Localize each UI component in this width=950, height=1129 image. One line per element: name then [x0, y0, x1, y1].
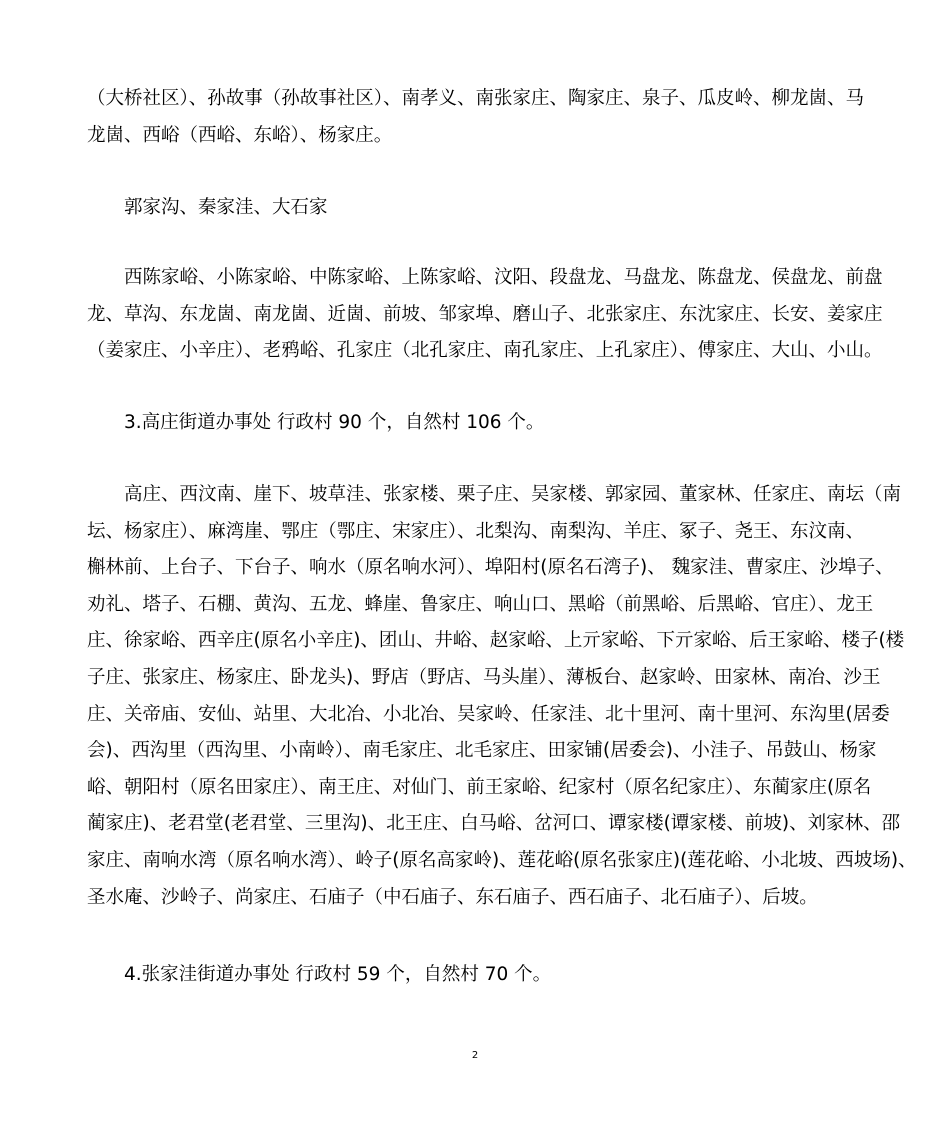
- text-line: 庄、关帝庙、安仙、站里、大北冶、小北冶、吴家岭、任家洼、北十里河、南十里河、东沟里(居委: [87, 703, 890, 725]
- text-line: 西陈家峪、小陈家峪、中陈家峪、上陈家峪、汶阳、段盘龙、马盘龙、陈盘龙、侯盘龙、前盘: [124, 267, 883, 288]
- text-line: 蔺家庄)、老君堂(老君堂、三里沟)、北王庄、白马峪、岔河口、谭家楼(谭家楼、前坡)、刘家林、邵: [87, 813, 901, 835]
- text-line: 郭家沟、秦家洼、大石家: [124, 197, 328, 218]
- text-line: （大桥社区）、孙故事（孙故事社区）、南孝义、南张家庄、陶家庄、泉子、瓜皮岭、柳龙崮、马: [87, 88, 865, 109]
- text-line: 龙崮、西峪（西峪、东峪）、杨家庄。: [87, 124, 393, 146]
- paragraph-chenjiayu-list: [87, 260, 883, 370]
- text-line: 劝礼、塔子、石棚、黄沟、五龙、蜂崖、鲁家庄、响山口、黑峪（前黑峪、后黑峪、官庄）、龙王: [87, 593, 874, 615]
- heading-line: 4.张家洼街道办事处 行政村 59 个，自然村 70 个。: [124, 964, 552, 985]
- paragraph-guojiagou: [87, 190, 877, 227]
- text-line: 庄、徐家峪、西辛庄(原名小辛庄)、团山、井峪、赵家峪、上亓家峪、下亓家峪、后王家峪、楼子(楼: [87, 630, 905, 652]
- text-line: 坛、杨家庄）、麻湾崖、鄂庄（鄂庄、宋家庄）、北梨沟、南梨沟、羊庄、冢子、尧王、东汶南、: [87, 520, 865, 542]
- text-line: 家庄、南响水湾（原名响水湾）、岭子(原名高家岭)、莲花峪(原名张家庄)(莲花峪、小北坡、西坡场)、: [87, 849, 917, 871]
- section-heading-zhangjiawa: [87, 957, 877, 994]
- section-heading-gaozhuang: [87, 405, 877, 442]
- heading-line: 3.高庄街道办事处 行政村 90 个，自然村 106 个。: [124, 412, 545, 433]
- text-line: 子庄、张家庄、杨家庄、卧龙头)、野店（野店、马头崖）、薄板台、赵家岭、田家林、南冶、沙王: [87, 666, 881, 688]
- text-line: 龙、草沟、东龙崮、南龙崮、近崮、前坡、邹家埠、磨山子、北张家庄、东沈家庄、长安、姜家庄: [87, 303, 883, 325]
- text-line: 圣水庵、沙岭子、尚家庄、石庙子（中石庙子、东石庙子、西石庙子、北石庙子）、后坡。: [87, 886, 818, 908]
- text-line: （姜家庄、小辛庄）、老鸦峪、孔家庄（北孔家庄、南孔家庄、上孔家庄）、傅家庄、大山、小山。: [87, 340, 883, 362]
- text-line: 峪、朝阳村（原名田家庄）、南王庄、对仙门、前王家峪、纪家村（原名纪家庄）、东蔺家庄(原名: [87, 776, 872, 798]
- text-line: 高庄、西汶南、崖下、坡草洼、张家楼、栗子庄、吴家楼、郭家园、董家林、任家庄、南坛（南: [124, 484, 902, 505]
- page-number: 2: [471, 1050, 479, 1061]
- paragraph-daqiao-list: [87, 81, 877, 154]
- text-line: 会)、西沟里（西沟里、小南岭）、南毛家庄、北毛家庄、田家铺(居委会)、小洼子、吊鼓山、杨家: [87, 740, 877, 762]
- paragraph-gaozhuang-villages: [87, 477, 917, 916]
- text-line: 槲林前、上台子、下台子、响水（原名响水河）、埠阳村(原名石湾子)、 魏家洼、曹家庄、沙埠子、: [87, 557, 894, 579]
